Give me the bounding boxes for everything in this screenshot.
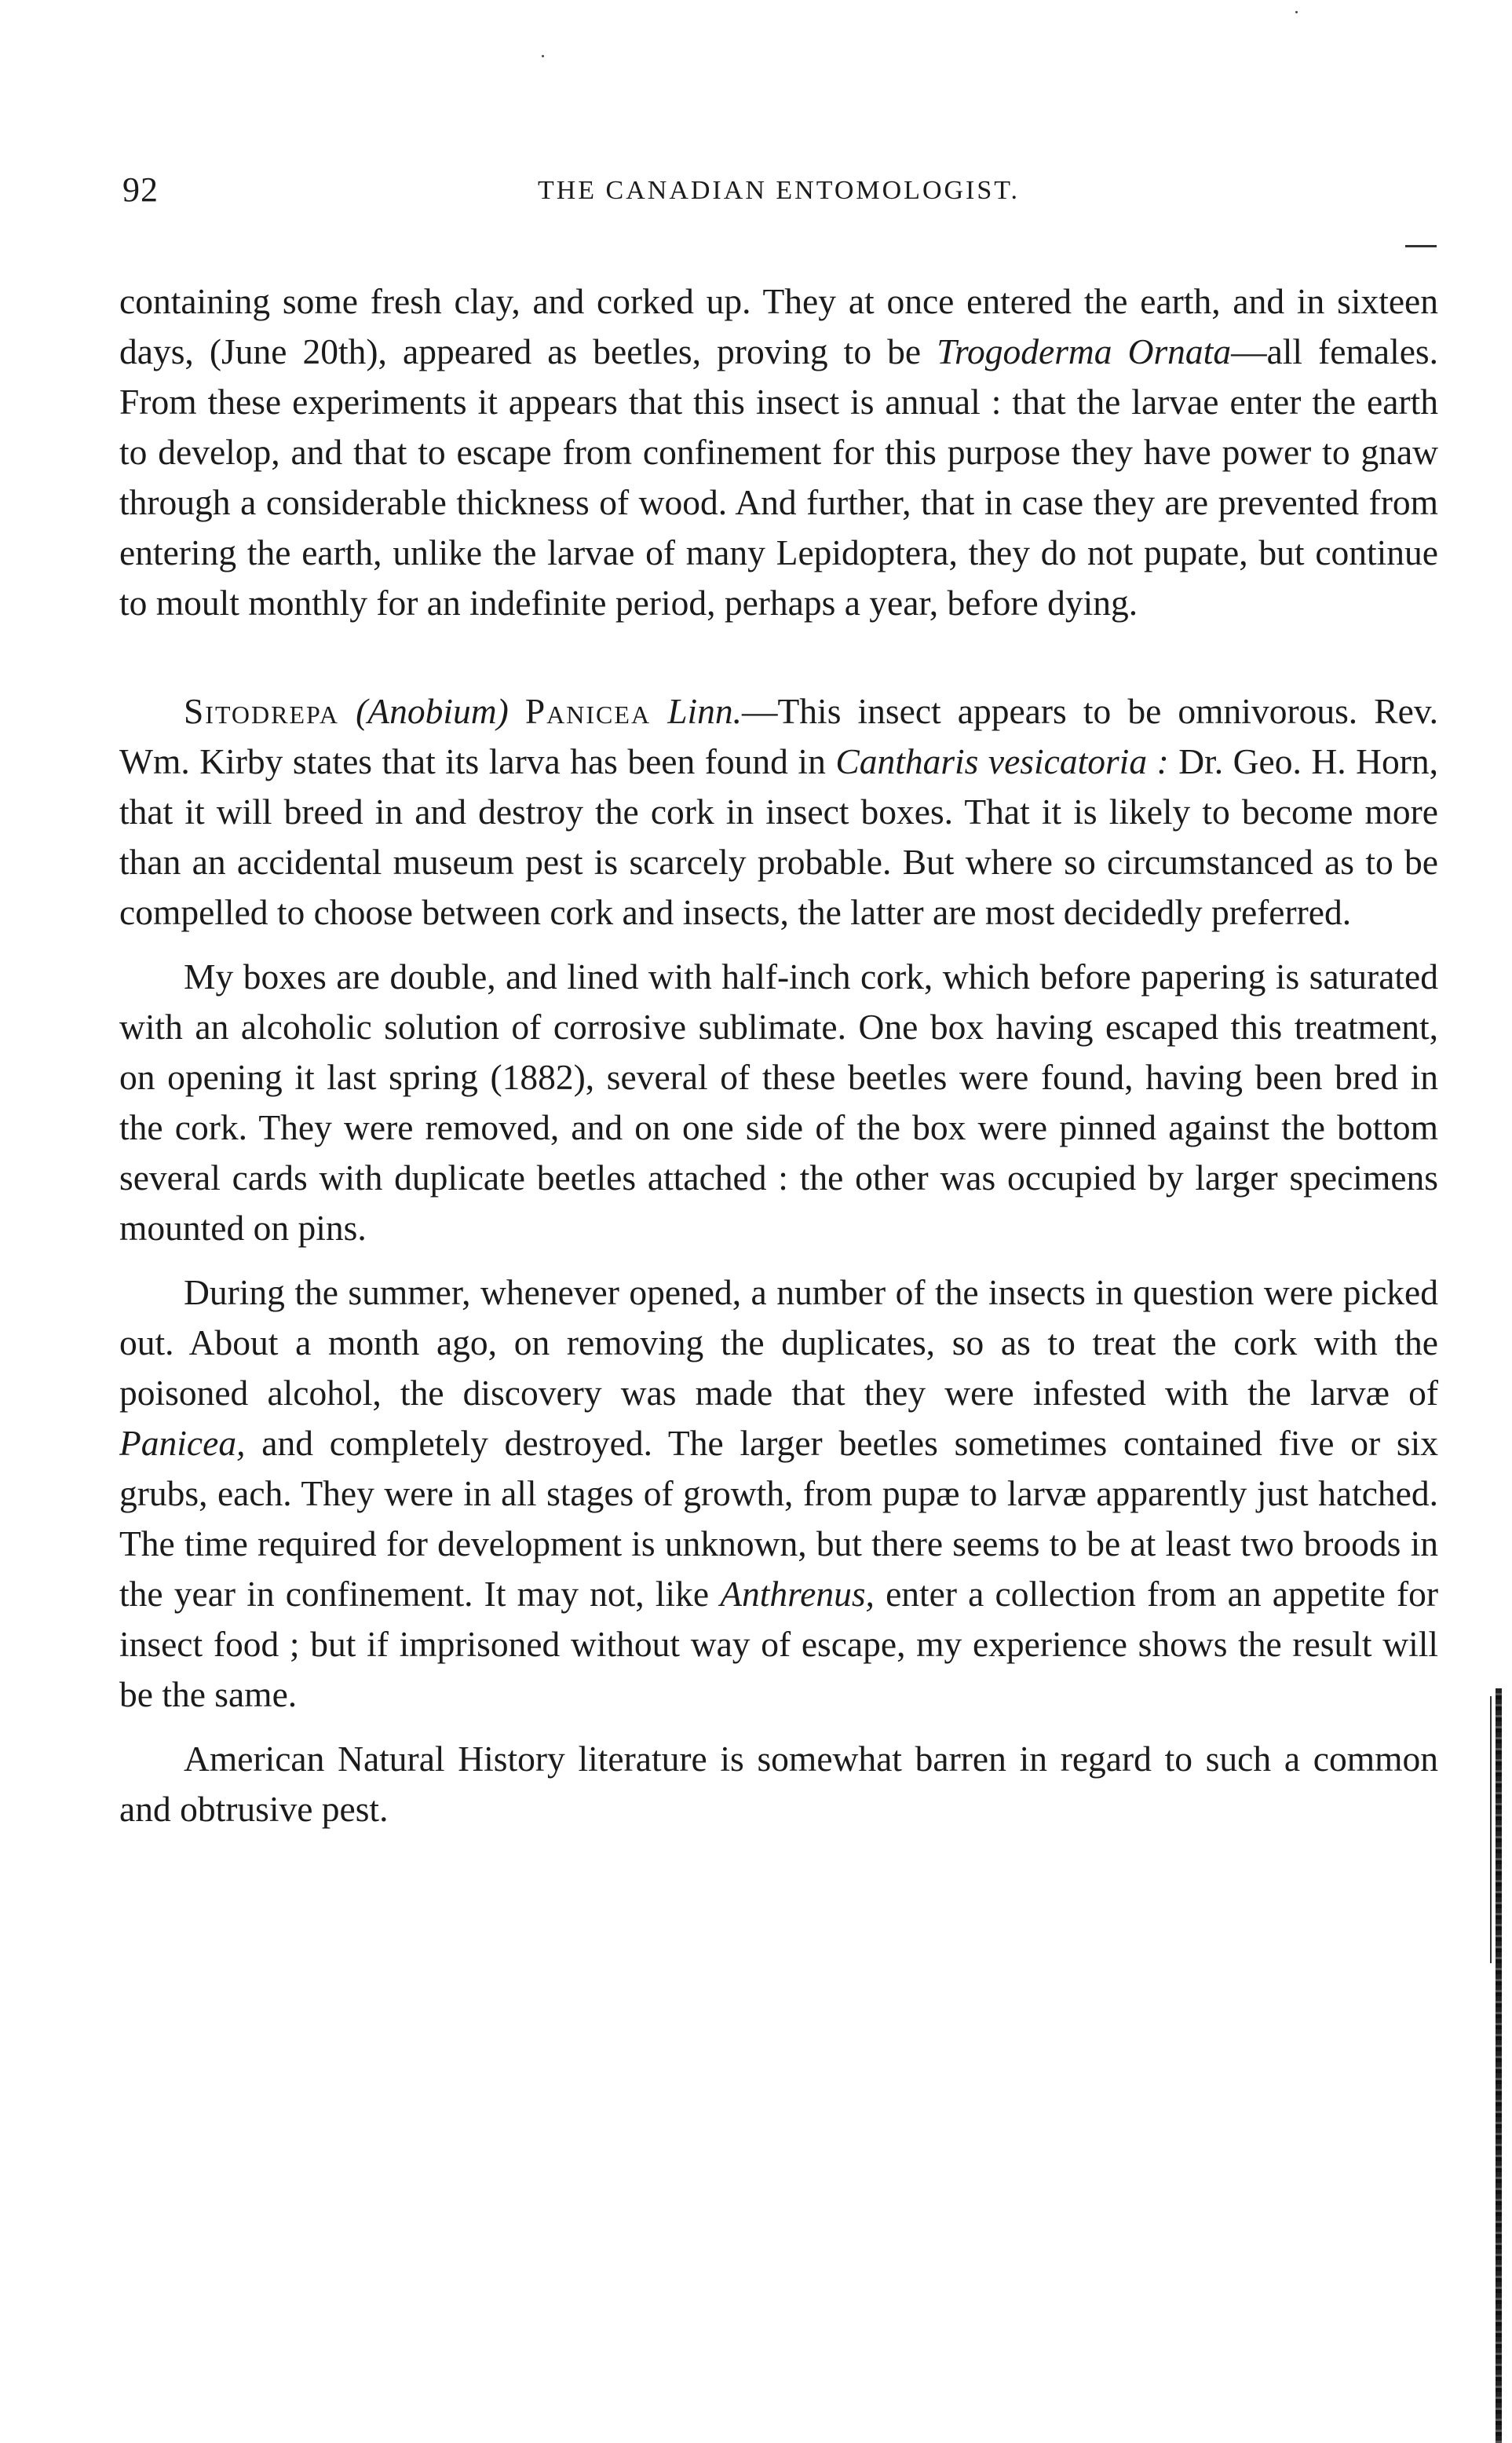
scan-edge-line <box>1490 1696 1492 1963</box>
paragraph-text: containing some fresh clay, and corked up. They at once entered the earth, and in sixteen days, (June 20th), appeared as beetles, proving to be <box>119 281 1438 371</box>
paragraph-summer <box>119 1267 1438 1720</box>
paragraph-text: During the summer, whenever opened, a number of the insects in question were picked out. About a month ago, on removing the duplicates, so as to treat the cork with the poisoned alcohol, the discovery was made that they were infested with the larvæ of <box>119 1272 1438 1413</box>
paragraph-text: enter a collection from an appetite for insect food ; but if imprisoned without way of escape, my experience shows the result will be the same. <box>119 1574 1438 1714</box>
paragraph-continued <box>119 276 1438 628</box>
header-rule <box>1405 245 1437 247</box>
species-name: Panicea, <box>119 1423 246 1463</box>
species-name: Trogoderma Ornata <box>937 331 1232 371</box>
species-name: Panicea <box>524 691 652 731</box>
scan-speck <box>1295 11 1298 13</box>
page-header <box>122 170 1435 217</box>
body-text <box>119 276 1438 1849</box>
paragraph-literature <box>119 1734 1438 1834</box>
paragraph-text: American Natural History literature is somewhat barren in regard to such a common and obtrusive pest. <box>119 1739 1438 1829</box>
paragraph-text: —This insect appears to be omnivorous. Rev. Wm. Kirby states that its larva has been found in <box>119 691 1439 781</box>
paragraph-text: and completely destroyed. The larger beetles sometimes contained five or six grubs, each. They were in all stages of growth, from pupæ to larvæ apparently just hatched. The time required for development is unknown, but there seems to be at least two broods in the year in confinement. It may not, like <box>119 1423 1439 1614</box>
genus-name: Anthrenus, <box>720 1574 875 1614</box>
author-name: Linn. <box>667 691 743 731</box>
scan-edge-shadow <box>1496 1688 1502 2443</box>
running-title: THE CANADIAN ENTOMOLOGIST. <box>537 176 1021 205</box>
scan-speck <box>542 55 544 57</box>
paragraph-text: —all females. From these experiments it appears that this insect is annual : that the larvae enter the earth to develop, and that to escape from confinement for this purpose they have power to gnaw through a considerable thickness of wood. And further, that in case they are prevented from entering the earth, unlike the larvae of many Lepidoptera, they do not pupate, but continue to moult monthly for an indefinite period, perhaps a year, before dying. <box>119 331 1438 623</box>
paragraph-sitodrepa <box>119 686 1438 938</box>
paragraph-text: My boxes are double, and lined with half-inch cork, which before papering is saturated with an alcoholic solution of corrosive sublimate. One box having escaped this treatment, on opening it last spring (1882), several of these beetles were found, having been bred in the cork. They were removed, and on one side of the box were pinned against the bottom several cards with duplicate beetles attached : the other was occupied by larger specimens mounted on pins. <box>119 956 1438 1248</box>
species-name: Cantharis vesicatoria : <box>835 741 1169 781</box>
paragraph-text: Dr. Geo. H. Horn, that it will breed in and destroy the cork in insect boxes. That it is likely to become more than an accidental museum pest is scarcely probable. But where so circumstanced as to be compelled to choose between cork and insects, the latter are most decidedly preferred. <box>119 741 1438 932</box>
genus-name: Sitodrepa <box>184 691 340 731</box>
paragraph-boxes <box>119 952 1438 1253</box>
page-number: 92 <box>122 170 159 209</box>
genus-synonym: (Anobium) <box>356 691 509 731</box>
